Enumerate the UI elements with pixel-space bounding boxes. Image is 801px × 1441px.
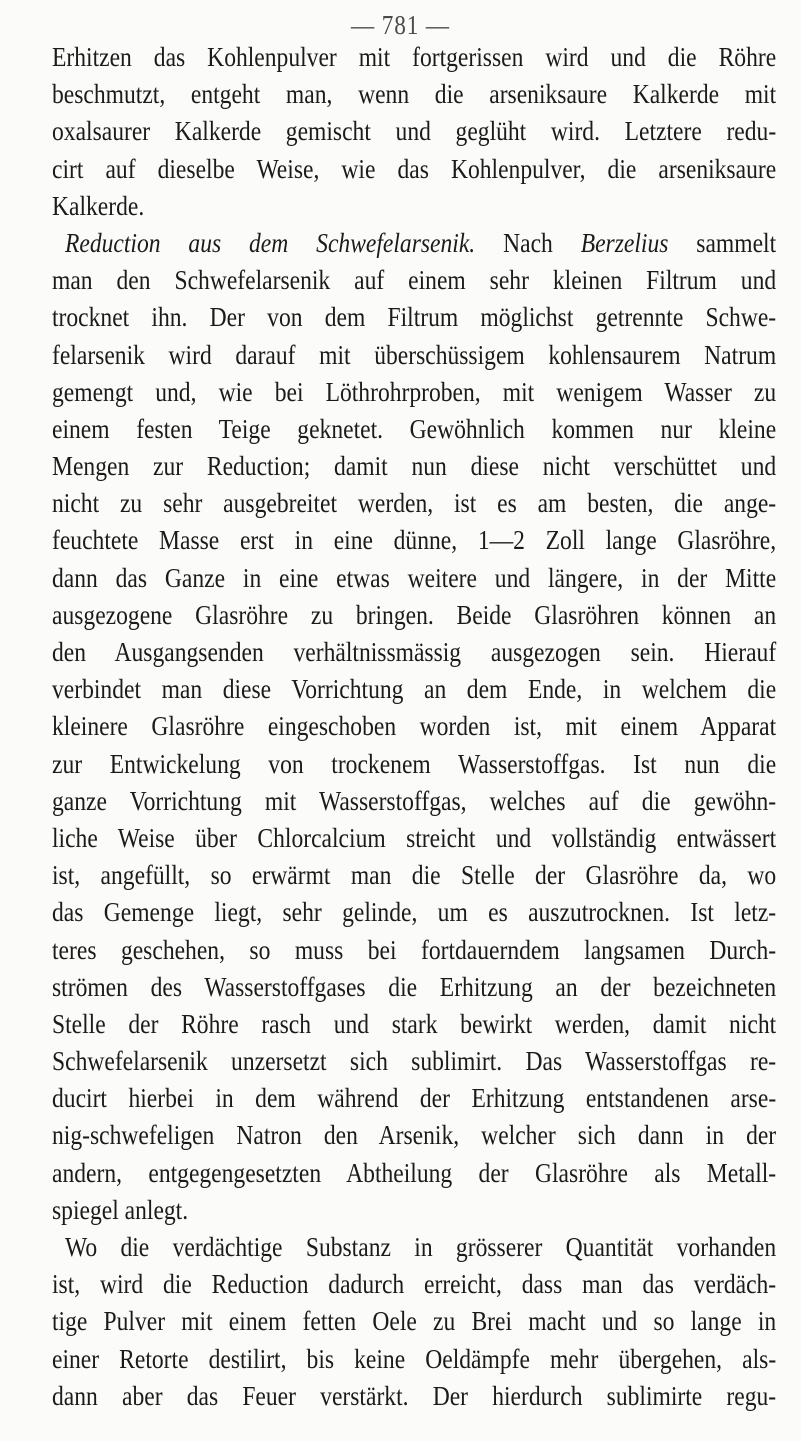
text-line: einem festen Teige geknetet. Gewöhnlich kommen nur kleine [52, 412, 777, 444]
body-text [52, 38, 776, 1414]
text-line: Mengen zur Reduction; damit nun diese nicht verschüttet und [52, 450, 777, 482]
text-line: trocknet ihn. Der von dem Filtrum möglichst getrennte Schwe- [52, 301, 777, 333]
text-line: ist, angefüllt, so erwärmt man die Stelle der Glasröhre da, wo [52, 859, 777, 891]
text-line: dann aber das Feuer verstärkt. Der hierdurch sublimirte regu- [52, 1379, 777, 1411]
text-line [52, 224, 776, 261]
text-line: ausgezogene Glasröhre zu bringen. Beide Glasröhren können an [52, 598, 777, 630]
text-line: felarsenik wird darauf mit überschüssigem kohlensaurem Natrum [52, 338, 777, 370]
italic-text: Berzelius [580, 226, 669, 258]
text-line: feuchtete Masse erst in eine dünne, 1—2 Zoll lange Glasröhre, [52, 524, 777, 556]
text-line: Wo die verdächtige Substanz in grösserer Quantität vorhanden [64, 1231, 777, 1262]
text-line: teres geschehen, so muss bei fortdauerndem langsamen Durch- [52, 933, 777, 965]
page-number-header: — 781 — [351, 10, 450, 40]
text-line: ducirt hierbei in dem während der Erhitzung entstandenen arse- [52, 1082, 777, 1114]
text-line: den Ausgangsenden verhältnissmässig ausgezogen sein. Hierauf [52, 636, 777, 667]
text-line: Kalkerde. [52, 189, 145, 221]
text-line: beschmutzt, entgeht man, wenn die arseniksaure Kalkerde mit [52, 78, 777, 110]
text-line: nig-schwefeligen Natron den Arsenik, welcher sich dann in der [52, 1119, 777, 1151]
text-line: dann das Ganze in eine etwas weitere und längere, in der Mitte [52, 561, 777, 593]
text-line: nicht zu sehr ausgebreitet werden, ist es am besten, die ange- [52, 487, 777, 519]
text-line: cirt auf dieselbe Weise, wie das Kohlenpulver, die arseniksaure [52, 152, 777, 184]
text-line: einer Retorte destilirt, bis keine Oeldämpfe mehr übergehen, als- [52, 1342, 777, 1374]
text-line: kleinere Glasröhre eingeschoben worden ist, mit einem Apparat [52, 710, 777, 742]
text-line: oxalsaurer Kalkerde gemischt und geglüht wird. Letztere redu- [52, 115, 777, 147]
text-line: spiegel anlegt. [52, 1193, 189, 1225]
text-line: Stelle der Röhre rasch und stark bewirkt werden, damit nicht [52, 1007, 777, 1039]
text-line: ganze Vorrichtung mit Wasserstoffgas, welches auf die gewöhn- [52, 784, 777, 816]
text-line: strömen des Wasserstoffgases die Erhitzung an der bezeichneten [52, 970, 777, 1002]
text-line: verbindet man diese Vorrichtung an dem Ende, in welchem die [52, 673, 777, 705]
text-segment: sammelt [668, 226, 777, 258]
text-line: man den Schwefelarsenik auf einem sehr kleinen Filtrum und [52, 264, 777, 296]
text-line: ist, wird die Reduction dadurch erreicht, dass man das verdäch- [52, 1268, 777, 1300]
text-line: gemengt und, wie bei Löthrohrproben, mit wenigem Wasser zu [52, 375, 777, 407]
text-line: andern, entgegengesetzten Abtheilung der Glasröhre als Metall- [52, 1156, 777, 1188]
italic-text: Reduction aus dem Schwefelarsenik. [64, 226, 476, 258]
text-line: liche Weise über Chlorcalcium streicht und vollständig entwässert [52, 821, 777, 853]
text-line: tige Pulver mit einem fetten Oele zu Brei macht und so lange in [52, 1305, 777, 1337]
text-segment: Nach [475, 226, 581, 258]
text-line: Schwefelarsenik unzersetzt sich sublimirt. Das Wasserstoffgas re- [52, 1045, 777, 1077]
text-line: das Gemenge liegt, sehr gelinde, um es auszutrocknen. Ist letz- [52, 896, 777, 928]
text-line: zur Entwickelung von trockenem Wasserstoffgas. Ist nun die [52, 747, 777, 779]
text-line: Erhitzen das Kohlenpulver mit fortgerissen wird und die Röhre [52, 41, 777, 72]
